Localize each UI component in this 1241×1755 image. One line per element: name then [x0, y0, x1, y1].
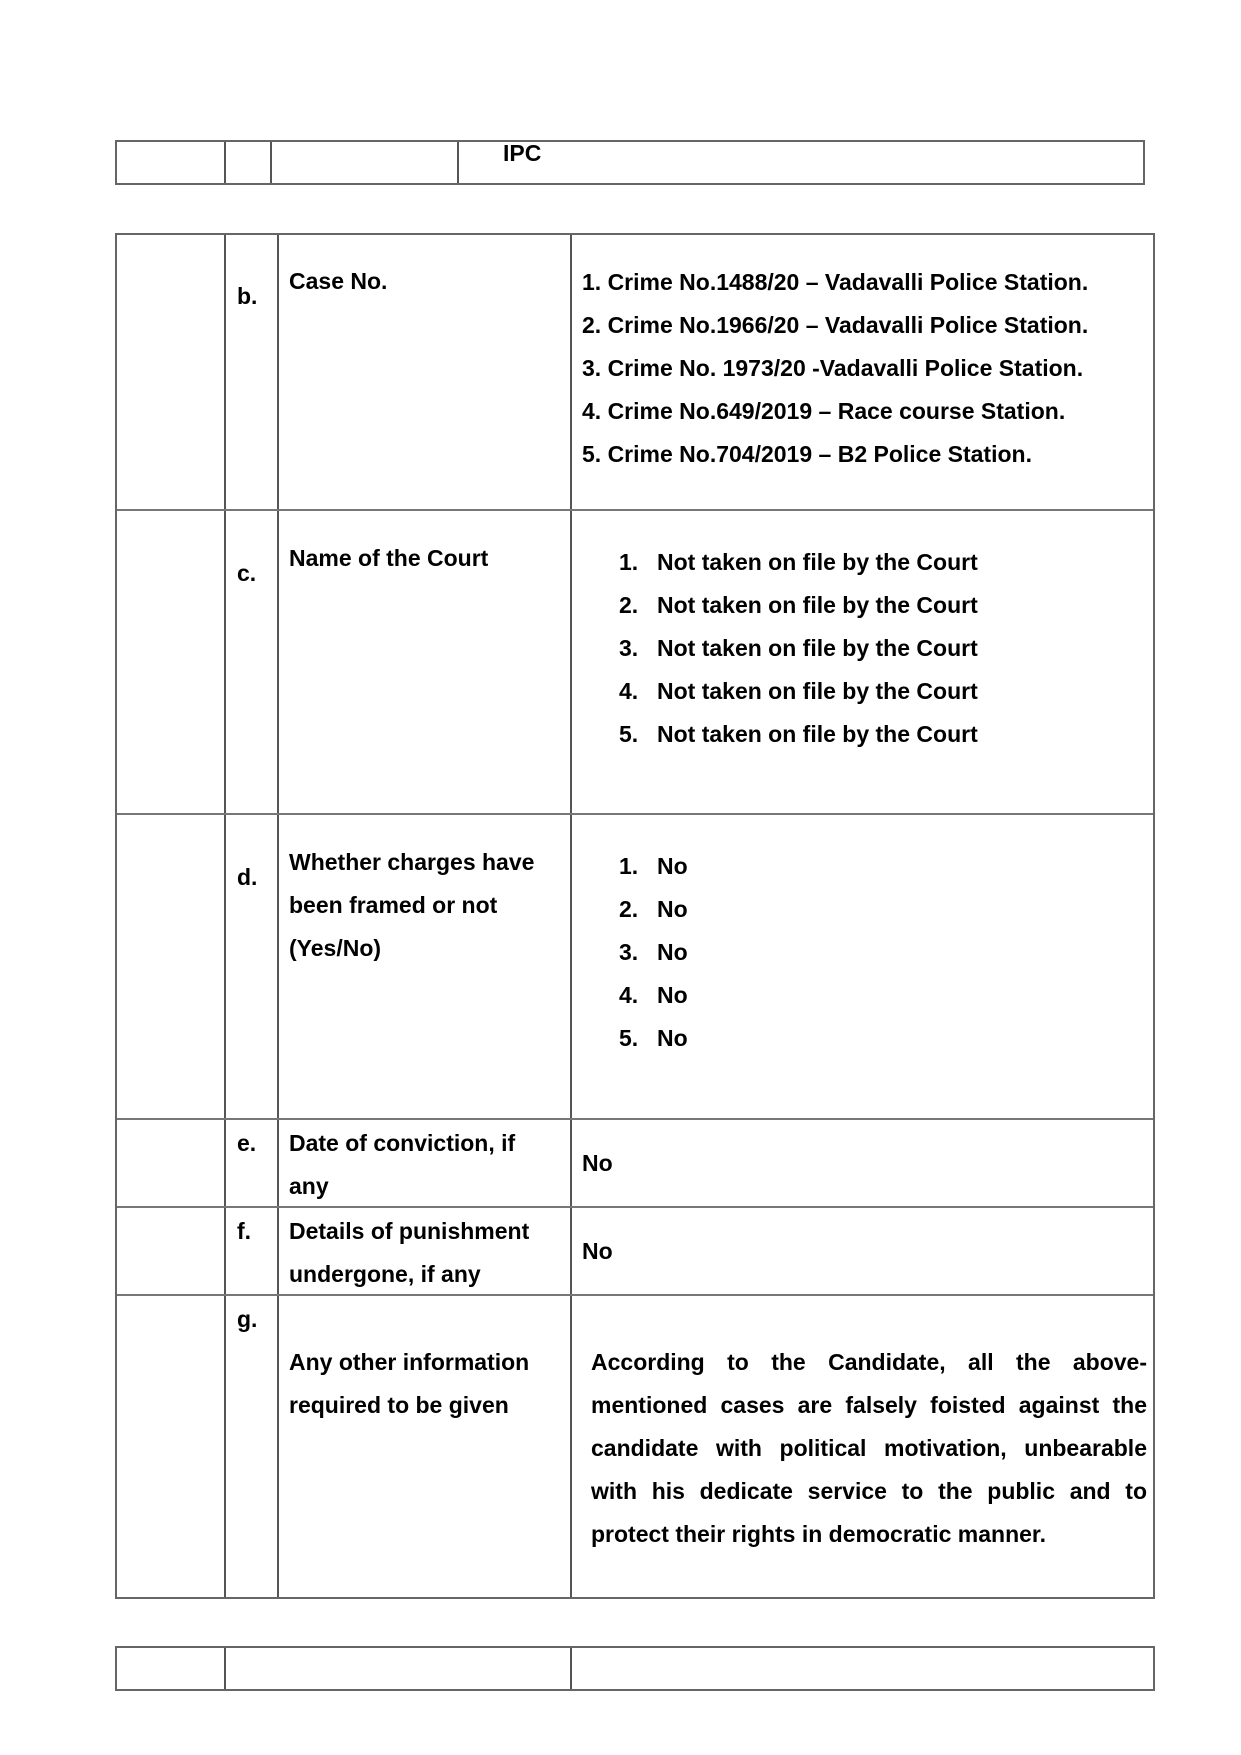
other-information-text: According to the Candidate, all the above-mentioned cases are falsely foisted against the candidate with political motivation, unbearable with his dedicate service to the public and to protect their rights in democratic manner. — [591, 1349, 1147, 1547]
ipc-cell-text: IPC — [503, 140, 542, 166]
row-label: Details of punishment undergone, if any — [289, 1218, 530, 1287]
list-item: 2. Not taken on file by the Court — [619, 592, 978, 618]
row-letter: e. — [237, 1130, 257, 1156]
court-name-list — [619, 541, 978, 756]
row-divider — [117, 1206, 1153, 1208]
column-divider — [570, 1648, 572, 1689]
row-letter: f. — [237, 1218, 252, 1244]
row-letter: g. — [237, 1306, 258, 1332]
row-letter: c. — [237, 560, 257, 586]
list-item: 5. No — [619, 1025, 688, 1051]
column-divider — [224, 1648, 226, 1689]
column-divider — [570, 235, 572, 1597]
row-divider — [117, 1294, 1153, 1296]
row-divider — [117, 509, 1153, 511]
list-item: 1. Crime No.1488/20 – Vadavalli Police Station. — [582, 269, 1089, 295]
charges-framed-list — [619, 845, 688, 1060]
row-letter: d. — [237, 864, 258, 890]
list-item: 3. Crime No. 1973/20 -Vadavalli Police Station. — [582, 355, 1084, 381]
row-value: No — [582, 1238, 613, 1264]
row-label: Case No. — [289, 268, 388, 294]
list-item: 5. Crime No.704/2019 – B2 Police Station. — [582, 441, 1032, 467]
row-label: Name of the Court — [289, 545, 489, 571]
list-item: 2. Crime No.1966/20 – Vadavalli Police Station. — [582, 312, 1089, 338]
column-divider — [224, 142, 226, 183]
list-item: 3. No — [619, 939, 688, 965]
case-number-list — [582, 261, 1088, 476]
row-divider — [117, 813, 1153, 815]
list-item: 5. Not taken on file by the Court — [619, 721, 978, 747]
main-table — [115, 233, 1155, 1599]
top-table — [115, 140, 1145, 185]
column-divider — [270, 142, 272, 183]
list-item: 3. Not taken on file by the Court — [619, 635, 978, 661]
row-label: Whether charges have been framed or not (Yes/No) — [289, 849, 535, 961]
list-item: 4. Crime No.649/2019 – Race course Station. — [582, 398, 1066, 424]
column-divider — [224, 235, 226, 1597]
list-item: 4. No — [619, 982, 688, 1008]
list-item: 4. Not taken on file by the Court — [619, 678, 978, 704]
list-item: 2. No — [619, 896, 688, 922]
bottom-table — [115, 1646, 1155, 1691]
list-item: 1. No — [619, 853, 688, 879]
list-item: 1. Not taken on file by the Court — [619, 549, 978, 575]
row-label: Any other information required to be given — [289, 1349, 530, 1418]
row-label: Date of conviction, if any — [289, 1130, 516, 1199]
column-divider — [277, 235, 279, 1597]
row-letter: b. — [237, 283, 258, 309]
row-value: No — [582, 1150, 613, 1176]
column-divider — [457, 142, 459, 183]
row-divider — [117, 1118, 1153, 1120]
